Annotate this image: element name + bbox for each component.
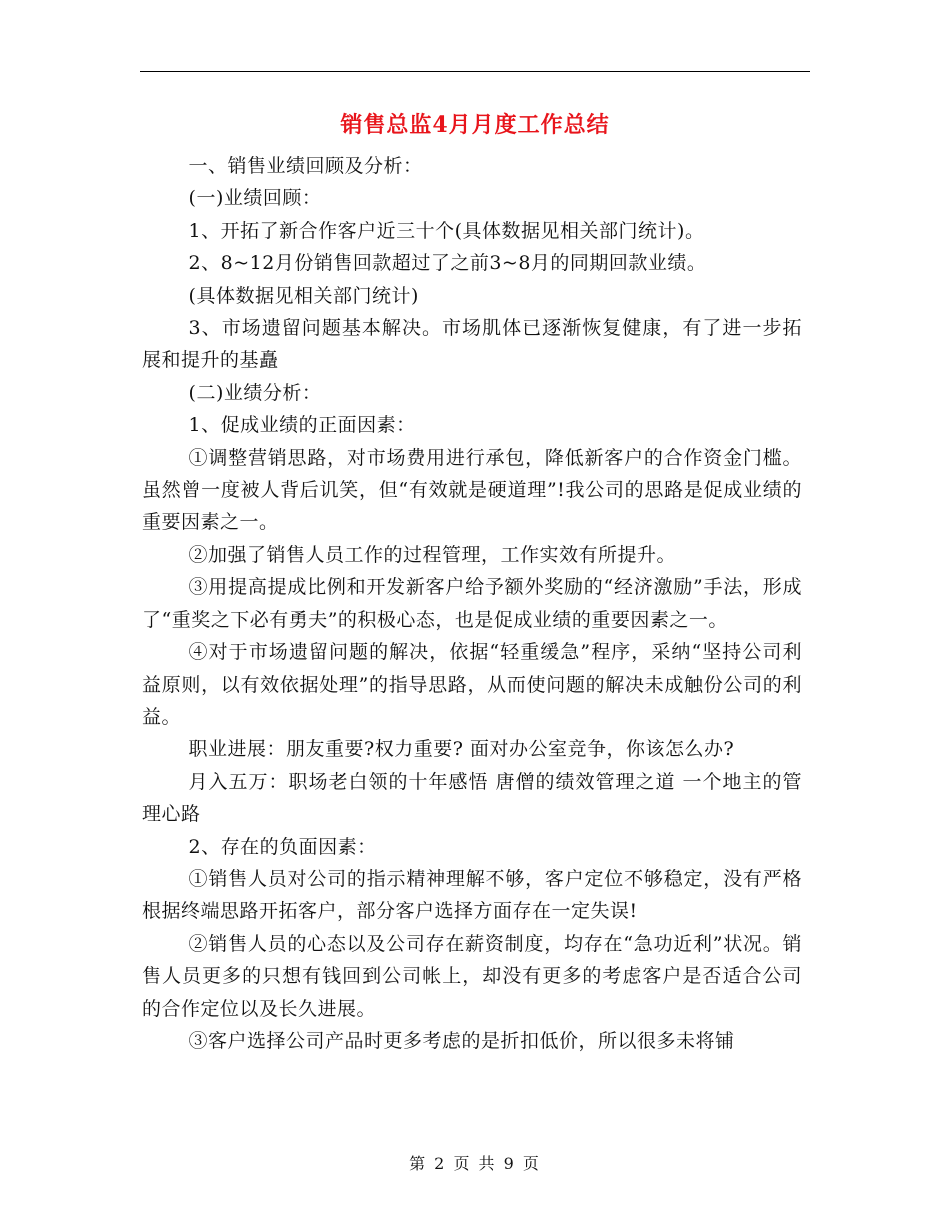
paragraph-12: ④对于市场遗留问题的解决，依据“轻重缓急”程序，采纳“坚持公司利益原则，以有效依据处理”的指导思路，从而使问题的解决未成触份公司的利益。: [142, 641, 802, 728]
paragraph-16: ①销售人员对公司的指示精神理解不够，客户定位不够稳定，没有严格根据终端思路开拓客户，部分客户选择方面存在一定失误!: [142, 867, 802, 923]
document-body: [142, 150, 802, 1057]
paragraph-8: 1、促成业绩的正面因素：: [188, 414, 416, 437]
paragraph-11: ③用提高提成比例和开发新客户给予额外奖励的“经济激励”手法，形成了“重奖之下必有勇夫”的积极心态，也是促成业绩的重要因素之一。: [142, 576, 802, 631]
paragraph-18: ③客户选择公司产品时更多考虑的是折扣低价，所以很多未将铺: [188, 1029, 735, 1052]
paragraph-5: (具体数据见相关部门统计): [188, 284, 419, 307]
paragraph-14: 月入五万：职场老白领的十年感悟 唐僧的绩效管理之道 一个地主的管理心路: [142, 770, 802, 826]
paragraph-4: 2、8~12月份销售回款超过了之前3~8月的同期回款业绩。: [188, 252, 707, 275]
paragraph-15: 2、存在的负面因素：: [188, 835, 377, 858]
paragraph-17: ②销售人员的心态以及公司存在薪资制度，均存在“急功近利”状况。销售人员更多的只想有钱回到公司帐上，却没有更多的考虑客户是否适合公司的合作定位以及长久进展。: [142, 932, 802, 1020]
paragraph-1: 一、销售业绩回顾及分析：: [188, 155, 423, 177]
paragraph-13: 职业进展：朋友重要?权力重要? 面对办公室竞争，你该怎么办?: [188, 738, 735, 761]
paragraph-6: 3、市场遗留问题基本解决。市场肌体已逐渐恢复健康，有了进一步拓展和提升的基矗: [142, 317, 802, 372]
document-title: 销售总监4月月度工作总结: [340, 112, 610, 138]
paragraph-2: (一)业绩回顾：: [188, 187, 322, 210]
paragraph-10: ②加强了销售人员工作的过程管理，工作实效有所提升。: [188, 543, 677, 566]
paragraph-7: (二)业绩分析：: [188, 381, 322, 404]
header-rule: [140, 71, 810, 72]
page-number: 第 2 页 共 9 页: [409, 1154, 541, 1173]
paragraph-3: 1、开拓了新合作客户近三十个(具体数据见相关部门统计)。: [188, 219, 705, 242]
paragraph-9: ①调整营销思路，对市场费用进行承包，降低新客户的合作资金门槛。虽然曾一度被人背后讥笑，但“有效就是硬道理”!我公司的思路是促成业绩的重要因素之一。: [142, 446, 802, 534]
